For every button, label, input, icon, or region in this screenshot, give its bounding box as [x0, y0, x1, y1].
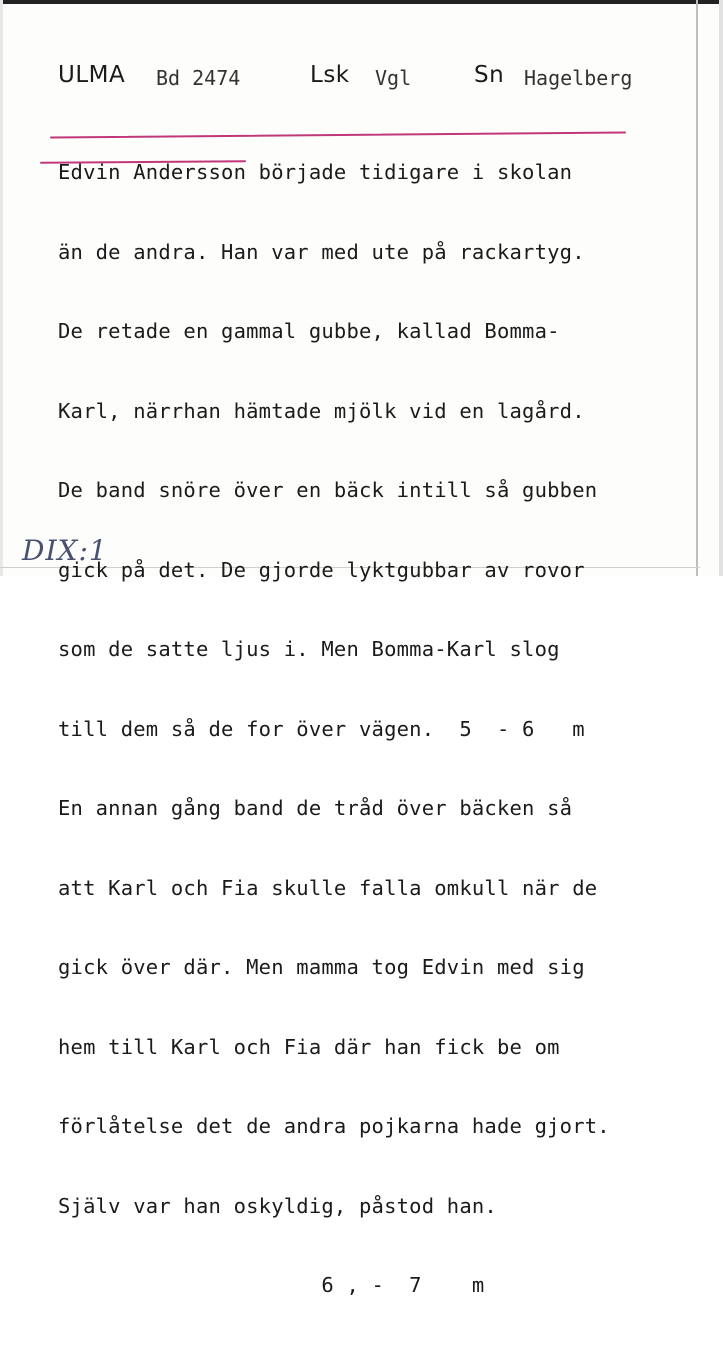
handwritten-signature: DIX:1 [22, 534, 108, 567]
text-line: än de andra. Han var med ute på rackartyg. [58, 239, 585, 264]
text-line: gick på det. De gjorde lyktgubbar av rovor [58, 557, 585, 582]
lsk-value: Vgl [375, 66, 412, 90]
text-line: förlåtelse det de andra pojkarna hade gjort. [58, 1114, 610, 1138]
text-line: Edvin Andersson började tidigare i skolan [58, 160, 573, 184]
card-top-edge [0, 0, 723, 4]
text-line: gick över där. Men mamma tog Edvin med sig [58, 955, 585, 979]
text-line: att Karl och Fia skulle falla omkull när de [58, 875, 598, 900]
text-line: hem till Karl och Fia där han fick be om [58, 1034, 560, 1059]
card-right-border [719, 0, 723, 576]
card-header [58, 62, 658, 96]
text-line: 6 , - 7 m [58, 1273, 485, 1297]
text-line: De retade en gammal gubbe, kallad Bomma- [58, 319, 560, 343]
typed-record-text [58, 106, 698, 1352]
ulma-label: ULMA [58, 62, 126, 88]
text-line: Karl, närrhan hämtade mjölk vid en lagård. [58, 398, 585, 423]
text-line: som de satte ljus i. Men Bomma-Karl slog [58, 637, 560, 661]
text-line: En annan gång band de tråd över bäcken så [58, 796, 573, 820]
text-line: Själv var han oskyldig, påstod han. [58, 1193, 497, 1218]
sn-label: Sn [474, 62, 505, 88]
sn-value: Hagelberg [524, 66, 633, 90]
text-line: till dem så de for över vägen. 5 - 6 m [58, 716, 585, 741]
text-line: De band snöre över en bäck intill så gubben [58, 478, 598, 502]
lsk-label: Lsk [310, 62, 350, 88]
card-left-edge [0, 0, 3, 576]
bd-number: Bd 2474 [156, 66, 241, 90]
